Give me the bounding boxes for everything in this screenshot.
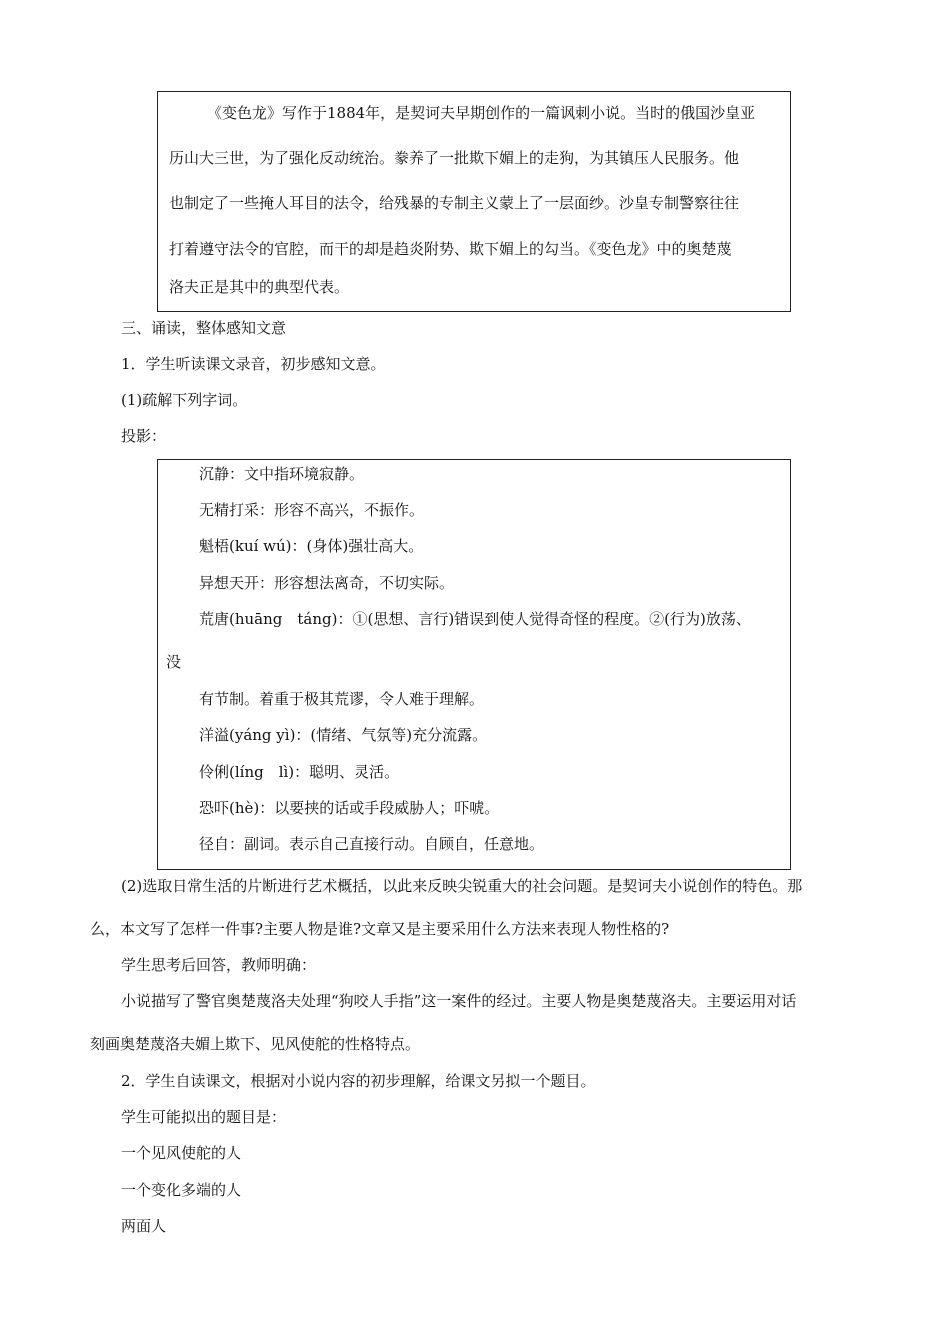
answer-line: 刻画奥楚蔑洛夫媚上欺下、见风使舵的性格特点。 <box>90 1035 421 1053</box>
vocab-entry: 恐吓(hè)：以要挟的话或手段威胁人；吓唬。 <box>199 799 500 817</box>
titles-intro: 学生可能拟出的题目是： <box>121 1108 287 1126</box>
title-option: 一个见风使舵的人 <box>121 1144 242 1162</box>
vocab-entry: 洋溢(yáng yì)：(情绪、气氛等)充分流露。 <box>199 726 488 744</box>
teacher-intro: 学生思考后回答，教师明确： <box>121 956 317 974</box>
question-line: (2)选取日常生活的片断进行艺术概括，以此来反映尖锐重大的社会问题。是契诃夫小说创作的特色。那 <box>121 877 803 895</box>
intro-line: 也制定了一些掩人耳目的法令，给残暴的专制主义蒙上了一层面纱。沙皇专制警察往往 <box>169 194 740 212</box>
intro-line: 洛夫正是其中的典型代表。 <box>169 278 350 296</box>
intro-line: 《变色龙》写作于1884年，是契诃夫早期创作的一篇讽刺小说。当时的俄国沙皇亚 <box>207 104 756 122</box>
vocab-entry: 无精打采：形容不高兴，不振作。 <box>199 501 425 519</box>
vocab-entry: 有节制。着重于极其荒谬，令人难于理解。 <box>199 690 485 708</box>
sub-item: (1)疏解下列字词。 <box>121 391 248 409</box>
step-item: 1．学生听读课文录音，初步感知文意。 <box>121 355 386 373</box>
intro-line: 打着遵守法令的官腔，而干的却是趋炎附势、欺下媚上的勾当。《变色龙》中的奥楚蔑 <box>169 240 732 258</box>
step-item: 2．学生自读课文，根据对小说内容的初步理解，给课文另拟一个题目。 <box>121 1072 596 1090</box>
vocab-entry: 伶俐(líng lì)：聪明、灵活。 <box>199 763 400 781</box>
vocab-entry: 沉静：文中指环境寂静。 <box>199 465 365 483</box>
section-heading: 三、诵读，整体感知文意 <box>121 319 287 337</box>
vocab-entry: 异想天开：形容想法离奇，不切实际。 <box>199 574 455 592</box>
projection-label: 投影： <box>121 427 167 445</box>
intro-line: 历山大三世，为了强化反动统治。豢养了一批欺下媚上的走狗，为其镇压人民服务。他 <box>169 149 740 167</box>
vocab-entry: 径自：副词。表示自己直接行动。自顾自，任意地。 <box>199 835 545 853</box>
vocab-entry: 魁梧(kuí wú)：(身体)强壮高大。 <box>199 537 424 555</box>
title-option: 两面人 <box>121 1217 167 1235</box>
title-option: 一个变化多端的人 <box>121 1181 242 1199</box>
vocab-entry: 荒唐(huāng táng)：①(思想、言行)错误到使人觉得奇怪的程度。②(行为)放荡、 <box>199 610 751 628</box>
question-line: 么，本文写了怎样一件事?主要人物是谁?文章又是主要采用什么方法来表现人物性格的? <box>90 920 670 938</box>
answer-line: 小说描写了警官奥楚蔑洛夫处理“狗咬人手指”这一案件的经过。主要人物是奥楚蔑洛夫。主要运用对话 <box>121 992 797 1010</box>
vocab-entry: 没 <box>166 653 182 671</box>
